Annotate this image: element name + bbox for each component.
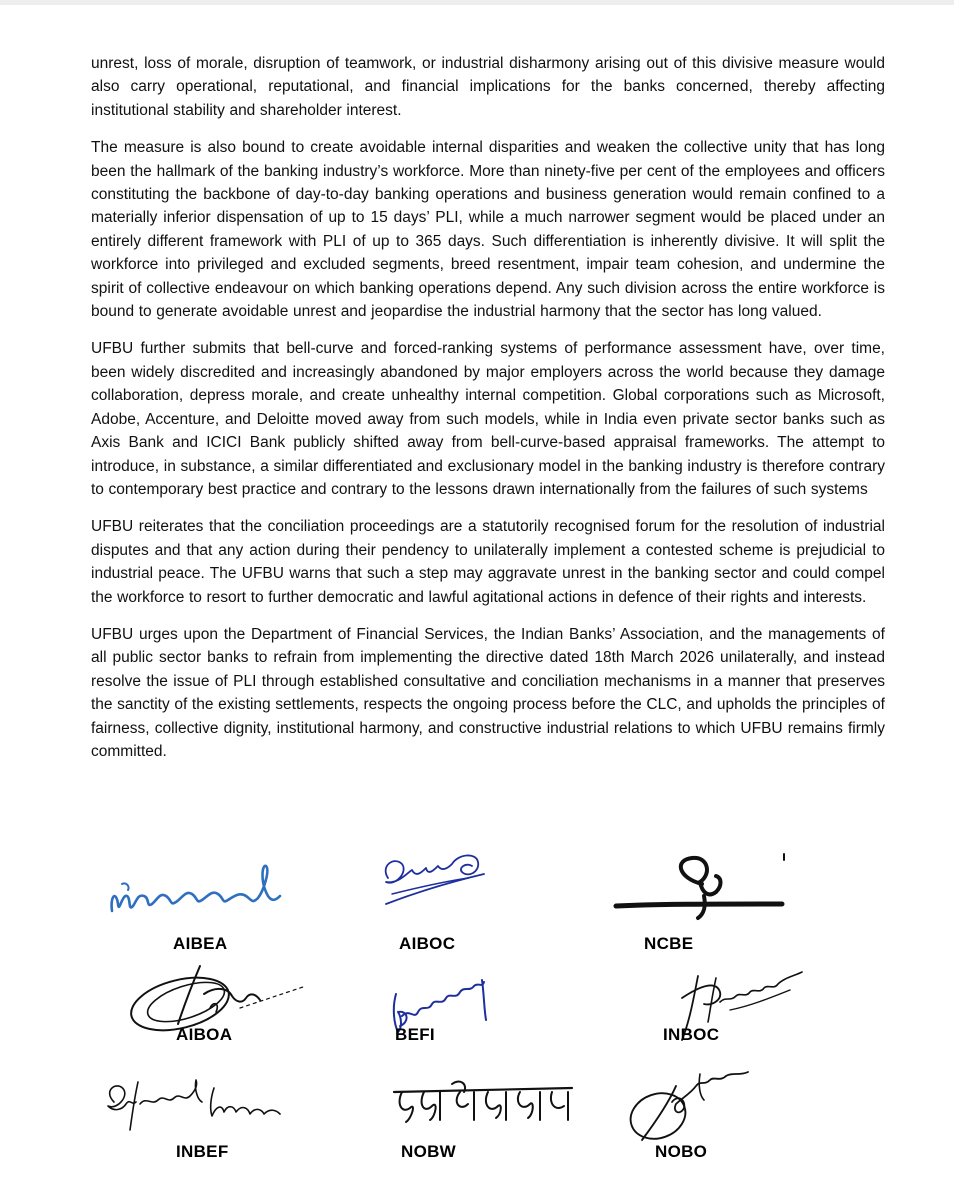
aibea-label: AIBEA [173, 934, 228, 953]
nobo-signature [614, 1064, 764, 1148]
aiboc-label: AIBOC [399, 934, 456, 953]
letter-body [91, 52, 885, 777]
page-top-edge [0, 0, 954, 5]
paragraph-conciliation-proceedings: UFBU reiterates that the conciliation proceedings are a statutorily recognised forum for the resolution of industrial disputes and that any action during their pendency to unilaterally implement a contested scheme is prejudicial to industrial peace. The UFBU warns that such a step may aggravate unrest in the banking sector and could compel the workforce to resort to further democratic and lawful agitational actions in defence of their rights and interests. [91, 518, 885, 606]
nobo-label: NOBO [655, 1142, 708, 1161]
befi-label: BEFI [395, 1025, 435, 1044]
nobw-signature [388, 1078, 578, 1138]
aiboc-signature [372, 848, 502, 920]
inboc-label: INBOC [663, 1025, 720, 1044]
aibea-signature [100, 856, 300, 926]
paragraph-operational-impact: unrest, loss of morale, disruption of teamwork, or industrial disharmony arising out of this divisive measure would also carry operational, reputational, and financial implications for the banks concerned, thereby affecting institutional stability and shareholder interest. [91, 55, 885, 119]
paragraph-ufbu-urges: UFBU urges upon the Department of Financial Services, the Indian Banks’ Association, and the managements of all public sector banks to refrain from implementing the directive dated 18th March 2026 unilaterally, and instead resolve the issue of PLI through established consultative and conciliation mechanisms in a manner that preserves the sanctity of the existing settlements, respects the ongoing process before the CLC, and upholds the principles of fairness, collective dignity, institutional harmony, and constructive industrial relations to which UFBU remains firmly committed. [91, 625, 885, 760]
aiboa-label: AIBOA [176, 1025, 233, 1044]
paragraph-internal-disparities: The measure is also bound to create avoidable internal disparities and weaken the collective unity that has long been the hallmark of the banking industry’s workforce. More than ninety-five per cent of the employees and officers constituting the backbone of day-to-day banking operations and business generation would remain confined to a materially inferior dispensation of up to 15 days’ PLI, while a much narrower segment would be placed under an entirely different framework with PLI of up to 365 days. Such differentiation is inherently divisive. It will split the workforce into privileged and excluded segments, breed resentment, impair team cohesion, and undermine the spirit of collective endeavour on which banking operations depend. Any such division across the entire workforce is bound to generate avoidable unrest and jeopardise the industrial harmony that the sector has long valued. [91, 139, 885, 321]
paragraph-bell-curve-systems: UFBU further submits that bell-curve and forced-ranking systems of performance assessment have, over time, been widely discredited and increasingly abandoned by major employers across the world because they damage collaboration, depress morale, and create unhealthy internal competition. Global corporations such as Microsoft, Adobe, Accenture, and Deloitte moved away from such models, while in India even private sector banks such as Axis Bank and ICICI Bank publicly shifted away from bell-curve-based appraisal frameworks. The attempt to introduce, in substance, a similar differentiated and exclusionary model in the banking industry is therefore contrary to contemporary best practice and contrary to the lessons drawn internationally from the failures of such systems [91, 340, 885, 498]
nobw-label: NOBW [401, 1142, 457, 1161]
inbef-label: INBEF [176, 1142, 229, 1161]
inbef-signature [98, 1076, 288, 1138]
ncbe-signature [608, 852, 788, 924]
ncbe-label: NCBE [644, 934, 694, 953]
